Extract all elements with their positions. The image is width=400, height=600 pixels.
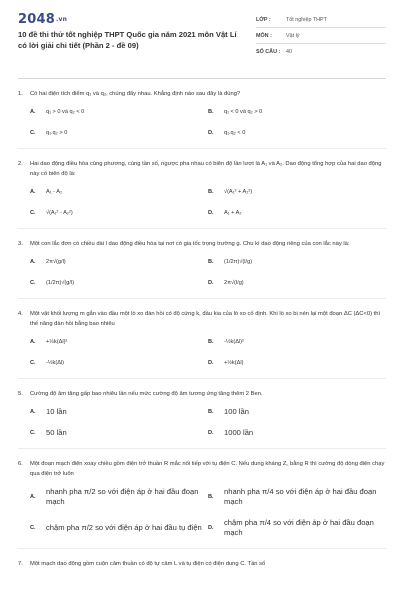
option-text: q₁.q₂ < 0: [224, 130, 246, 136]
option-label: D.: [208, 130, 214, 136]
logo-tld: .vn: [55, 16, 68, 23]
question-number: 4.: [18, 311, 23, 317]
question-number: 5.: [18, 391, 23, 397]
question-6: [18, 459, 386, 549]
answer-option[interactable]: [208, 278, 386, 288]
logo-text: 2048: [18, 12, 55, 27]
meta-label: LỚP :: [256, 16, 271, 23]
question-number: 2.: [18, 161, 23, 167]
option-label: B.: [208, 109, 214, 115]
answer-option[interactable]: [208, 428, 386, 438]
header-divider: [18, 78, 386, 79]
answer-options: [30, 107, 386, 138]
option-text: -½k(Δl)²: [224, 339, 244, 345]
option-text: +½k(Δl)²: [46, 339, 68, 345]
answer-options: [30, 257, 386, 288]
answer-option[interactable]: [208, 518, 386, 538]
answer-option[interactable]: [208, 487, 386, 507]
question-7: [18, 559, 386, 569]
question-number: 1.: [18, 91, 23, 97]
question-2: [18, 159, 386, 229]
question-text: Một con lắc đơn có chiều dài l dao động điều hòa tại nơi có gia tốc trọng trường g. Chu kì dao động riêng của con lắc này là:: [30, 241, 350, 247]
option-text: +½k(Δl): [224, 360, 244, 366]
answer-option[interactable]: [208, 208, 386, 218]
option-text: (1/2π)√(g/l): [46, 280, 75, 286]
option-text: A₁ - A₂: [46, 189, 63, 195]
option-label: A.: [30, 494, 36, 500]
meta-label: MÔN :: [256, 32, 272, 39]
question-text: Hai dao động điều hòa cùng phương, cùng tần số, ngược pha nhau có biên độ lần lượt là A₁ và A₂. Dao động tổng hợp của hai dao động này có biên độ là:: [30, 161, 382, 177]
question-3: [18, 239, 386, 299]
question-divider: [18, 228, 386, 229]
option-label: C.: [30, 210, 36, 216]
question-number: 7.: [18, 561, 23, 567]
meta-value: 40: [286, 48, 292, 55]
meta-row-subject: [256, 28, 386, 44]
option-text: (1/2π)√(l/g): [224, 259, 253, 265]
answer-option[interactable]: [30, 257, 208, 267]
option-text: 1000 lần: [224, 428, 254, 437]
question-number: 3.: [18, 241, 23, 247]
question-head: [18, 239, 386, 249]
answer-options: [30, 487, 386, 538]
answer-option[interactable]: [208, 128, 386, 138]
exam-meta: [256, 12, 386, 59]
option-text: q₁ > 0 và q₂ < 0: [46, 109, 85, 115]
option-label: C.: [30, 280, 36, 286]
meta-value: Tốt nghiệp THPT: [286, 16, 327, 23]
answer-option[interactable]: [208, 407, 386, 417]
option-label: C.: [30, 525, 36, 531]
question-text: Một mạch dao động gồm cuộn cảm thuần có độ tự cảm L và tụ điện có điện dung C. Tần số: [30, 561, 266, 567]
option-label: B.: [208, 494, 214, 500]
option-label: B.: [208, 259, 214, 265]
meta-label: SỐ CÂU :: [256, 48, 281, 55]
option-label: C.: [30, 430, 36, 436]
answer-option[interactable]: [30, 278, 208, 288]
option-text: 2π√(g/l): [46, 259, 66, 265]
option-text: 100 lần: [224, 407, 249, 416]
answer-option[interactable]: [30, 107, 208, 117]
answer-option[interactable]: [208, 107, 386, 117]
option-text: A₁ + A₂: [224, 210, 242, 216]
option-label: D.: [208, 280, 214, 286]
answer-option[interactable]: [208, 257, 386, 267]
option-label: A.: [30, 259, 36, 265]
option-label: D.: [208, 525, 214, 531]
option-text: √(A₁² + A₂²): [224, 189, 253, 195]
question-text: Cường độ âm tăng gấp bao nhiêu lần nếu mức cường độ âm tương ứng tăng thêm 2 Ben.: [30, 391, 263, 397]
answer-option[interactable]: [30, 128, 208, 138]
question-4: [18, 309, 386, 379]
option-label: A.: [30, 339, 36, 345]
answer-option[interactable]: [208, 358, 386, 368]
question-head: [18, 309, 386, 329]
site-logo[interactable]: [18, 12, 67, 27]
answer-options: [30, 337, 386, 368]
option-label: D.: [208, 210, 214, 216]
answer-option[interactable]: [208, 337, 386, 347]
question-head: [18, 159, 386, 179]
question-head: [18, 559, 386, 569]
answer-option[interactable]: [208, 187, 386, 197]
option-text: 2π√(l/g): [224, 280, 244, 286]
meta-value: Vật lý: [286, 32, 300, 39]
answer-option[interactable]: [30, 208, 208, 218]
option-label: A.: [30, 109, 36, 115]
option-text: -½k(Δl): [46, 360, 65, 366]
answer-option[interactable]: [30, 407, 208, 417]
option-label: C.: [30, 360, 36, 366]
answer-options: [30, 187, 386, 218]
question-divider: [18, 148, 386, 149]
question-head: [18, 459, 386, 479]
option-text: q₁.q₂ > 0: [46, 130, 68, 136]
option-label: A.: [30, 189, 36, 195]
option-text: nhanh pha π/2 so với điện áp ở hai đầu đoạn mạch: [46, 487, 199, 506]
question-text: Một đoạn mạch điện xoay chiều gồm điện trở thuần R mắc nối tiếp với tụ điện C. Nếu dung kháng Z꜀ bằng R thì cường độ dòng điện chạy qua điện trở luôn: [30, 461, 385, 477]
answer-option[interactable]: [30, 518, 208, 538]
question-5: [18, 389, 386, 449]
question-divider: [18, 548, 386, 549]
answer-option[interactable]: [30, 337, 208, 347]
answer-option[interactable]: [30, 358, 208, 368]
option-label: A.: [30, 409, 36, 415]
option-text: 10 lần: [46, 407, 67, 416]
exam-header: [18, 10, 386, 76]
answer-options: [30, 407, 386, 438]
question-divider: [18, 448, 386, 449]
option-text: nhanh pha π/4 so với điện áp ở hai đầu đoạn mạch: [224, 487, 377, 506]
option-text: √(A₁² - A₂²): [46, 210, 73, 216]
answer-option[interactable]: [30, 487, 208, 507]
option-text: chậm pha π/2 so với điện áp ở hai đầu tụ điện: [46, 523, 202, 532]
option-text: chậm pha π/4 so với điện áp ở hai đầu đoạn mạch: [224, 518, 374, 537]
exam-title: 10 đề thi thử tốt nghiệp THPT Quốc gia năm 2021 môn Vật Lí có lời giải chi tiết (Phần 2 - đề 09): [18, 30, 237, 50]
answer-option[interactable]: [30, 187, 208, 197]
option-label: B.: [208, 339, 214, 345]
option-label: B.: [208, 409, 214, 415]
option-label: D.: [208, 360, 214, 366]
question-text: Có hai điện tích điểm q₁ và q₂, chúng đẩy nhau. Khẳng định nào sau đây là đúng?: [30, 91, 241, 97]
question-head: [18, 389, 386, 399]
answer-option[interactable]: [30, 428, 208, 438]
question-divider: [18, 378, 386, 379]
question-number: 6.: [18, 461, 23, 467]
question-list: [18, 89, 386, 569]
option-label: C.: [30, 130, 36, 136]
option-label: B.: [208, 189, 214, 195]
question-divider: [18, 298, 386, 299]
option-text: q₁ < 0 và q₂ > 0: [224, 109, 263, 115]
option-text: 50 lần: [46, 428, 67, 437]
question-head: [18, 89, 386, 99]
option-label: D.: [208, 430, 214, 436]
question-text: Một vật khối lượng m gắn vào đầu một lò xo đàn hồi có độ cứng k, đầu kia của lò xo cố định. Khi lò xo bị nén lại một đoạn ΔC (ΔC<0) thì thế năng đàn hồi bằng bao nhiêu: [30, 311, 381, 327]
meta-row-count: [256, 44, 386, 59]
meta-row-class: [256, 12, 386, 28]
question-1: [18, 89, 386, 149]
